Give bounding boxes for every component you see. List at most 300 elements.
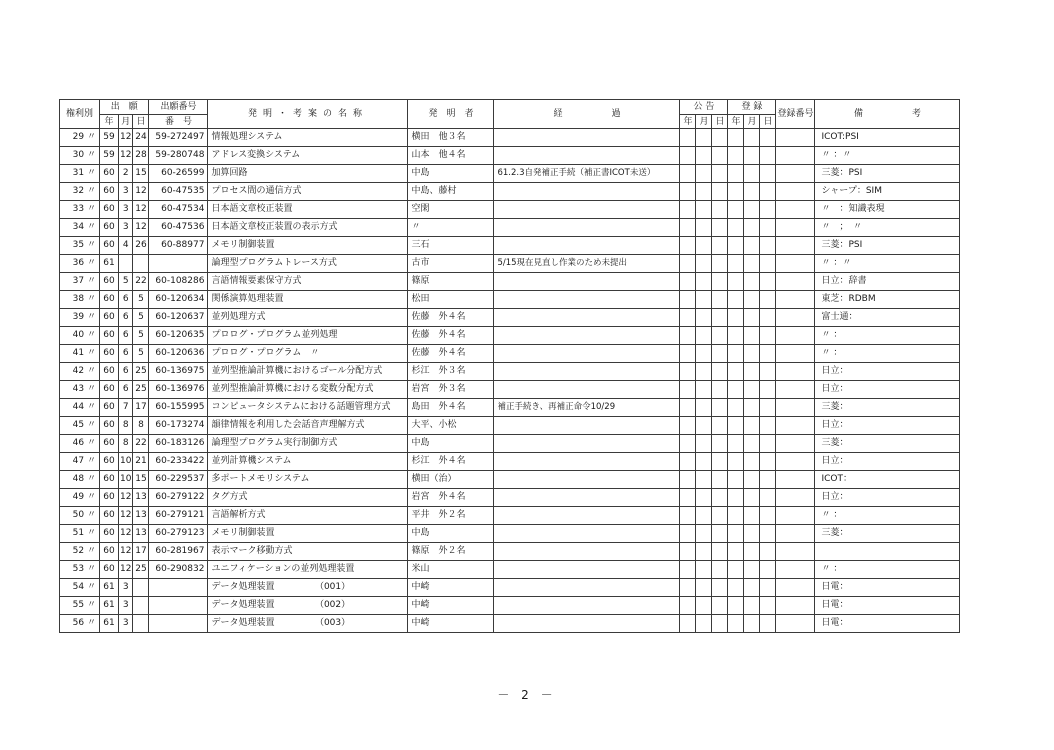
row-reg-month (744, 345, 760, 363)
row-title: 多ポートメモリシステム (208, 471, 408, 489)
table-row (60, 327, 960, 345)
table-row (60, 291, 960, 309)
row-reg-year (728, 399, 744, 417)
row-kind: 34 〃 (60, 219, 100, 237)
row-reg-day (760, 471, 776, 489)
row-kind: 43 〃 (60, 381, 100, 399)
header-year: 年 (100, 115, 119, 129)
row-reg-day (760, 129, 776, 147)
row-application-no: 60-47535 (149, 183, 208, 201)
row-progress (494, 615, 680, 633)
row-application-no: 60-47534 (149, 201, 208, 219)
row-pub-year (680, 363, 696, 381)
row-day (133, 615, 149, 633)
header-pub-day: 日 (712, 115, 728, 129)
row-reg-day (760, 345, 776, 363)
row-year: 60 (100, 381, 119, 399)
row-reg-day (760, 399, 776, 417)
table-row (60, 615, 960, 633)
row-pub-day (712, 579, 728, 597)
table-row (60, 543, 960, 561)
row-pub-year (680, 165, 696, 183)
row-reg-day (760, 273, 776, 291)
row-title: メモリ制御装置 (208, 525, 408, 543)
row-application-no: 60-183126 (149, 435, 208, 453)
row-pub-day (712, 507, 728, 525)
row-remarks: 日電： (815, 597, 960, 615)
row-year: 60 (100, 291, 119, 309)
row-reg-day (760, 219, 776, 237)
row-inventor: 篠原 外２名 (408, 543, 494, 561)
row-reg-month (744, 363, 760, 381)
header-inventor: 発 明 者 (408, 100, 494, 129)
header-remarks (815, 100, 960, 129)
row-title: 並列型推論計算機におけるゴール分配方式 (208, 363, 408, 381)
row-pub-year (680, 489, 696, 507)
row-reg-day (760, 237, 776, 255)
row-pub-day (712, 435, 728, 453)
row-month: 2 (119, 165, 133, 183)
row-progress (494, 291, 680, 309)
header-registration-no: 登録番号 (776, 100, 815, 129)
row-kind: 45 〃 (60, 417, 100, 435)
row-pub-day (712, 255, 728, 273)
row-reg-year (728, 291, 744, 309)
row-registration-no (776, 309, 815, 327)
row-reg-year (728, 435, 744, 453)
row-month: 12 (119, 129, 133, 147)
row-pub-month (696, 435, 712, 453)
row-registration-no (776, 417, 815, 435)
row-registration-no (776, 525, 815, 543)
row-day: 13 (133, 507, 149, 525)
patent-list-table-container (59, 99, 960, 633)
row-remarks: 〃 ：〃 (815, 147, 960, 165)
row-reg-month (744, 129, 760, 147)
row-reg-day (760, 183, 776, 201)
row-month: 12 (119, 543, 133, 561)
row-pub-year (680, 399, 696, 417)
row-application-no: 60-279121 (149, 507, 208, 525)
row-month: 3 (119, 597, 133, 615)
row-year: 61 (100, 579, 119, 597)
row-reg-year (728, 327, 744, 345)
row-day: 26 (133, 237, 149, 255)
row-day: 25 (133, 363, 149, 381)
row-title: 並列処理方式 (208, 309, 408, 327)
row-kind: 31 〃 (60, 165, 100, 183)
row-reg-year (728, 561, 744, 579)
row-month: 5 (119, 273, 133, 291)
row-application-no (149, 615, 208, 633)
row-reg-year (728, 255, 744, 273)
row-reg-day (760, 363, 776, 381)
row-pub-day (712, 183, 728, 201)
row-application-no: 59-280748 (149, 147, 208, 165)
row-year: 60 (100, 363, 119, 381)
row-year: 60 (100, 471, 119, 489)
row-progress: 補正手続き、再補正命令10/29 (494, 399, 680, 417)
table-row (60, 507, 960, 525)
row-registration-no (776, 561, 815, 579)
row-pub-month (696, 543, 712, 561)
table-row (60, 345, 960, 363)
row-remarks: 三菱：PSI (815, 237, 960, 255)
row-reg-year (728, 471, 744, 489)
row-month: 3 (119, 183, 133, 201)
row-reg-month (744, 507, 760, 525)
row-title: プロログ・プログラム並列処理 (208, 327, 408, 345)
row-title: 言語解析方式 (208, 507, 408, 525)
row-title: アドレス変換システム (208, 147, 408, 165)
row-reg-day (760, 489, 776, 507)
row-inventor: 岩宮 外４名 (408, 489, 494, 507)
row-kind: 35 〃 (60, 237, 100, 255)
row-remarks: 富士通： (815, 309, 960, 327)
row-reg-month (744, 417, 760, 435)
row-day: 15 (133, 471, 149, 489)
row-reg-month (744, 309, 760, 327)
row-registration-no (776, 291, 815, 309)
row-reg-month (744, 219, 760, 237)
row-pub-year (680, 345, 696, 363)
row-pub-year (680, 543, 696, 561)
row-pub-year (680, 453, 696, 471)
row-inventor: 横田（治） (408, 471, 494, 489)
row-reg-year (728, 201, 744, 219)
row-reg-day (760, 597, 776, 615)
header-pub-month: 月 (696, 115, 712, 129)
row-inventor: 中島 (408, 435, 494, 453)
table-row (60, 471, 960, 489)
row-kind: 36 〃 (60, 255, 100, 273)
row-pub-month (696, 471, 712, 489)
row-year: 60 (100, 327, 119, 345)
row-pub-day (712, 201, 728, 219)
row-pub-day (712, 489, 728, 507)
row-month: 10 (119, 453, 133, 471)
row-application-no: 60-108286 (149, 273, 208, 291)
table-row (60, 489, 960, 507)
row-application-no: 60-173274 (149, 417, 208, 435)
row-title: 関係演算処理装置 (208, 291, 408, 309)
row-inventor: 島田 外４名 (408, 399, 494, 417)
row-reg-year (728, 309, 744, 327)
patent-list-table (59, 99, 960, 633)
row-pub-day (712, 147, 728, 165)
row-pub-year (680, 471, 696, 489)
row-registration-no (776, 147, 815, 165)
row-application-no: 60-281967 (149, 543, 208, 561)
row-month: 8 (119, 435, 133, 453)
row-registration-no (776, 453, 815, 471)
row-remarks: 三菱： (815, 399, 960, 417)
row-reg-day (760, 165, 776, 183)
row-progress (494, 381, 680, 399)
row-year: 60 (100, 201, 119, 219)
row-application-no (149, 255, 208, 273)
row-day: 25 (133, 561, 149, 579)
row-year: 59 (100, 129, 119, 147)
row-pub-year (680, 327, 696, 345)
row-pub-month (696, 219, 712, 237)
row-registration-no (776, 579, 815, 597)
row-year: 59 (100, 147, 119, 165)
row-remarks: 日立： (815, 453, 960, 471)
row-registration-no (776, 327, 815, 345)
row-year: 60 (100, 525, 119, 543)
row-remarks: 〃 ： (815, 327, 960, 345)
row-remarks: 日立： (815, 417, 960, 435)
row-month: 6 (119, 381, 133, 399)
row-reg-day (760, 417, 776, 435)
row-day: 13 (133, 489, 149, 507)
row-registration-no (776, 237, 815, 255)
row-reg-month (744, 237, 760, 255)
row-title: 韻律情報を利用した会話音声理解方式 (208, 417, 408, 435)
row-reg-day (760, 327, 776, 345)
header-filing: 出 願 (100, 100, 149, 115)
table-row (60, 525, 960, 543)
row-pub-year (680, 147, 696, 165)
row-kind: 48 〃 (60, 471, 100, 489)
row-application-no: 60-120637 (149, 309, 208, 327)
row-application-no: 60-155995 (149, 399, 208, 417)
row-pub-month (696, 255, 712, 273)
row-inventor: 佐藤 外４名 (408, 345, 494, 363)
row-application-no: 60-120636 (149, 345, 208, 363)
row-reg-month (744, 543, 760, 561)
row-progress: 61.2.3自発補正手続（補正書ICOT未送） (494, 165, 680, 183)
row-pub-day (712, 543, 728, 561)
row-remarks: 〃 ： (815, 561, 960, 579)
row-reg-day (760, 291, 776, 309)
row-reg-year (728, 597, 744, 615)
row-month: 6 (119, 345, 133, 363)
row-registration-no (776, 399, 815, 417)
row-pub-day (712, 129, 728, 147)
row-kind: 40 〃 (60, 327, 100, 345)
table-row (60, 165, 960, 183)
row-pub-year (680, 309, 696, 327)
row-application-no (149, 597, 208, 615)
row-pub-year (680, 183, 696, 201)
row-reg-year (728, 543, 744, 561)
row-year: 60 (100, 399, 119, 417)
row-remarks (815, 543, 960, 561)
row-title: ユニフィケーションの並列処理装置 (208, 561, 408, 579)
row-pub-day (712, 381, 728, 399)
row-month: 4 (119, 237, 133, 255)
row-progress (494, 273, 680, 291)
row-pub-day (712, 309, 728, 327)
row-reg-year (728, 579, 744, 597)
row-registration-no (776, 435, 815, 453)
row-month: 3 (119, 201, 133, 219)
row-year: 60 (100, 489, 119, 507)
row-title: 並列計算機システム (208, 453, 408, 471)
row-year: 61 (100, 597, 119, 615)
row-pub-month (696, 345, 712, 363)
row-application-no: 60-136975 (149, 363, 208, 381)
row-pub-month (696, 525, 712, 543)
header-remarks-left: 備 (853, 109, 863, 119)
row-day: 17 (133, 543, 149, 561)
row-kind: 47 〃 (60, 453, 100, 471)
row-reg-year (728, 525, 744, 543)
row-reg-year (728, 273, 744, 291)
row-reg-day (760, 543, 776, 561)
table-row (60, 237, 960, 255)
row-pub-month (696, 237, 712, 255)
row-progress (494, 129, 680, 147)
row-kind: 44 〃 (60, 399, 100, 417)
row-remarks: ICOT:PSI (815, 129, 960, 147)
row-pub-day (712, 525, 728, 543)
header-reg-month: 月 (744, 115, 760, 129)
row-kind: 54 〃 (60, 579, 100, 597)
row-registration-no (776, 507, 815, 525)
row-progress (494, 471, 680, 489)
row-kind: 39 〃 (60, 309, 100, 327)
row-pub-year (680, 435, 696, 453)
row-registration-no (776, 183, 815, 201)
row-month: 12 (119, 507, 133, 525)
row-reg-month (744, 381, 760, 399)
row-inventor: 松田 (408, 291, 494, 309)
row-progress (494, 219, 680, 237)
row-month: 6 (119, 291, 133, 309)
row-month: 12 (119, 489, 133, 507)
row-kind: 30 〃 (60, 147, 100, 165)
row-year: 60 (100, 273, 119, 291)
row-reg-month (744, 399, 760, 417)
row-pub-month (696, 453, 712, 471)
row-pub-year (680, 273, 696, 291)
row-inventor: 大平、小松 (408, 417, 494, 435)
row-day: 22 (133, 435, 149, 453)
row-progress (494, 345, 680, 363)
row-inventor: 〃 (408, 219, 494, 237)
header-progress-left: 経 (553, 109, 563, 119)
row-application-no: 60-136976 (149, 381, 208, 399)
table-row (60, 381, 960, 399)
row-title: 日本語文章校正装置の表示方式 (208, 219, 408, 237)
row-remarks: 〃 ：知識表現 (815, 201, 960, 219)
row-registration-no (776, 201, 815, 219)
row-year: 60 (100, 435, 119, 453)
row-month: 12 (119, 147, 133, 165)
row-day: 15 (133, 165, 149, 183)
row-reg-year (728, 345, 744, 363)
row-inventor: 中島 (408, 165, 494, 183)
row-month: 12 (119, 561, 133, 579)
row-year: 60 (100, 345, 119, 363)
row-month: 6 (119, 363, 133, 381)
row-application-no: 60-47536 (149, 219, 208, 237)
row-reg-month (744, 453, 760, 471)
row-inventor: 山本 他４名 (408, 147, 494, 165)
row-kind: 55 〃 (60, 597, 100, 615)
row-inventor: 中島、藤村 (408, 183, 494, 201)
row-progress (494, 309, 680, 327)
row-reg-day (760, 435, 776, 453)
row-reg-month (744, 327, 760, 345)
row-application-no: 60-120634 (149, 291, 208, 309)
row-inventor: 三石 (408, 237, 494, 255)
row-registration-no (776, 129, 815, 147)
table-row (60, 363, 960, 381)
row-remarks: 日立：辞書 (815, 273, 960, 291)
row-pub-day (712, 237, 728, 255)
table-row (60, 183, 960, 201)
row-pub-month (696, 201, 712, 219)
row-pub-year (680, 381, 696, 399)
row-title: 加算回路 (208, 165, 408, 183)
row-month (119, 255, 133, 273)
row-year: 60 (100, 237, 119, 255)
row-day: 12 (133, 219, 149, 237)
row-pub-day (712, 399, 728, 417)
row-reg-day (760, 615, 776, 633)
row-reg-day (760, 579, 776, 597)
row-registration-no (776, 363, 815, 381)
row-pub-month (696, 399, 712, 417)
row-title: 論理型プログラム実行制御方式 (208, 435, 408, 453)
row-year: 60 (100, 543, 119, 561)
row-title: データ処理装置 （002） (208, 597, 408, 615)
header-kind: 権利別 (60, 100, 100, 129)
row-reg-month (744, 561, 760, 579)
row-title: 言語情報要素保守方式 (208, 273, 408, 291)
row-application-no (149, 579, 208, 597)
row-day: 21 (133, 453, 149, 471)
row-registration-no (776, 471, 815, 489)
row-pub-month (696, 291, 712, 309)
header-progress-right: 過 (611, 109, 621, 119)
row-reg-year (728, 363, 744, 381)
header-publication: 公 告 (680, 100, 728, 115)
row-pub-month (696, 129, 712, 147)
row-reg-month (744, 597, 760, 615)
row-year: 60 (100, 453, 119, 471)
row-title: 情報処理システム (208, 129, 408, 147)
row-pub-month (696, 417, 712, 435)
row-pub-year (680, 237, 696, 255)
row-kind: 38 〃 (60, 291, 100, 309)
row-inventor: 杉江 外４名 (408, 453, 494, 471)
row-pub-month (696, 273, 712, 291)
row-month: 3 (119, 615, 133, 633)
row-pub-month (696, 579, 712, 597)
row-application-no: 60-279123 (149, 525, 208, 543)
row-pub-month (696, 309, 712, 327)
row-progress (494, 525, 680, 543)
row-reg-month (744, 147, 760, 165)
row-kind: 51 〃 (60, 525, 100, 543)
header-pub-year: 年 (680, 115, 696, 129)
row-application-no: 60-233422 (149, 453, 208, 471)
row-pub-month (696, 183, 712, 201)
row-year: 60 (100, 165, 119, 183)
row-month: 8 (119, 417, 133, 435)
row-title: タグ方式 (208, 489, 408, 507)
row-progress (494, 579, 680, 597)
row-day: 22 (133, 273, 149, 291)
table-row (60, 579, 960, 597)
row-day (133, 579, 149, 597)
row-pub-month (696, 363, 712, 381)
